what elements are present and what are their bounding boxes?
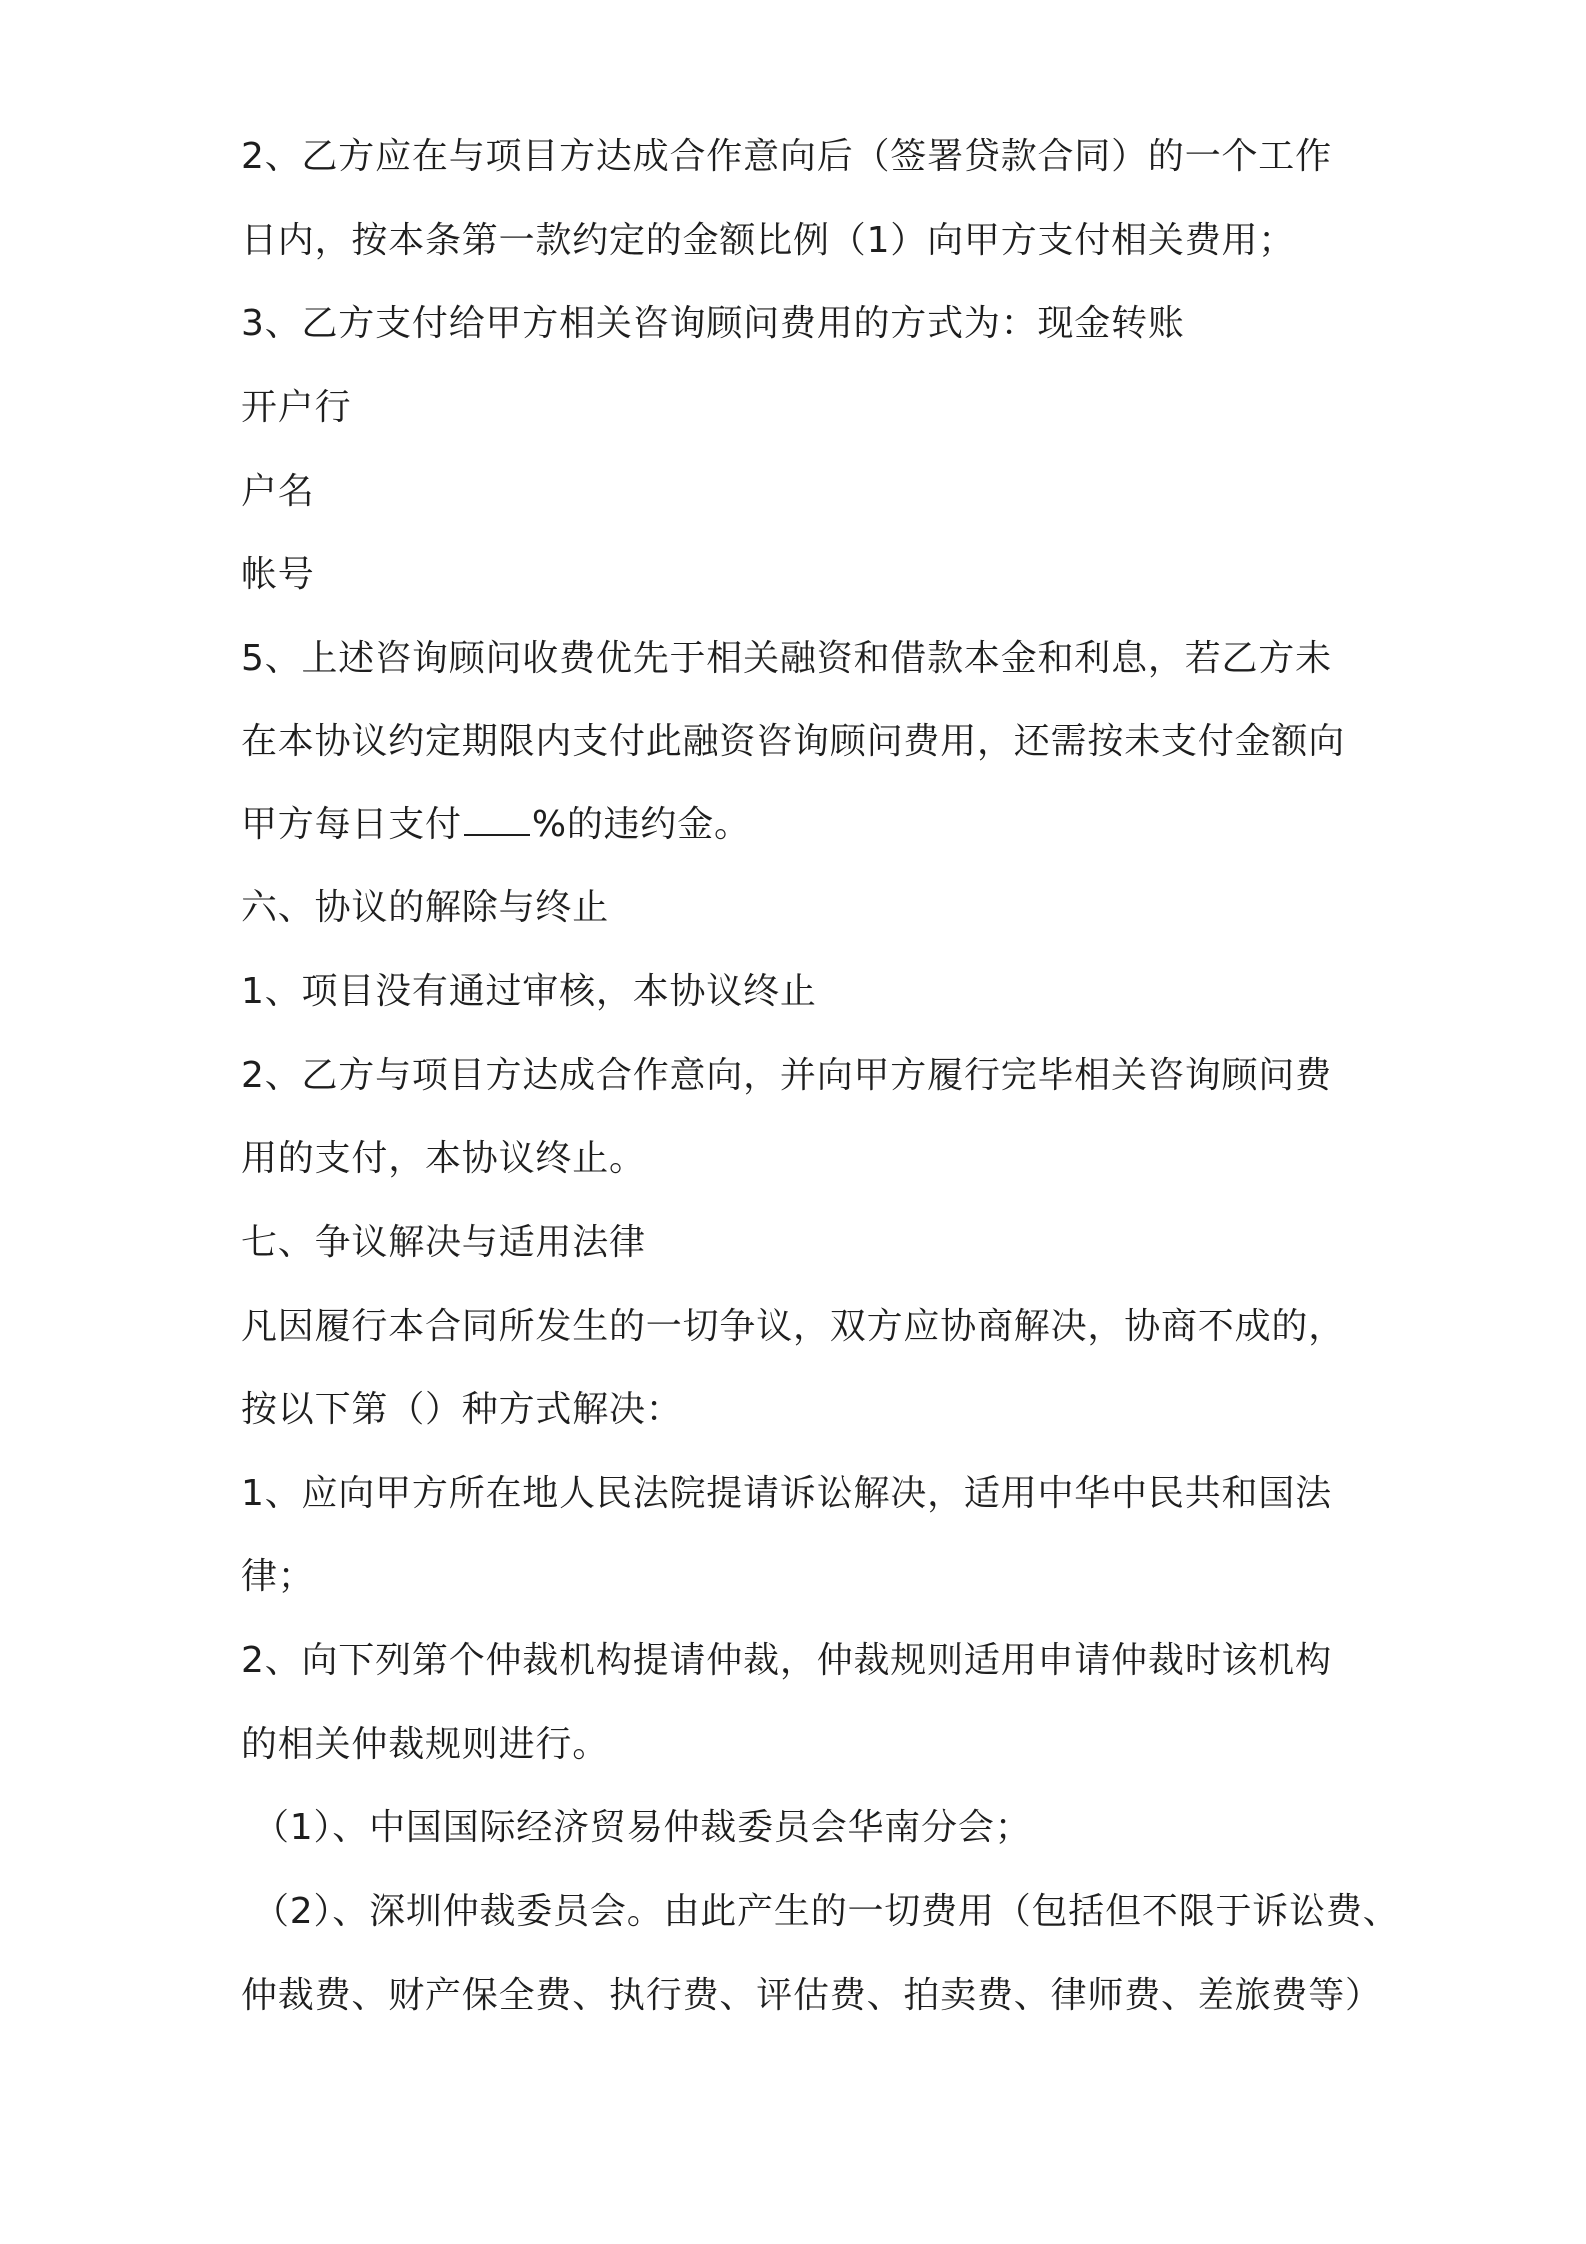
text-line: 2、乙方与项目方达成合作意向，并向甲方履行完毕相关咨询顾问费 (241, 1055, 1332, 1096)
text-line: 按以下第（）种方式解决： (241, 1389, 683, 1430)
text-line: 帐号 (241, 554, 315, 595)
text-line: 3、乙方支付给甲方相关咨询顾问费用的方式为：现金转账 (241, 303, 1185, 344)
text-line: 凡因履行本合同所发生的一切争议，双方应协商解决，协商不成的， (241, 1306, 1346, 1347)
text-line: 2、乙方应在与项目方达成合作意向后（签署贷款合同）的一个工作 (241, 136, 1332, 177)
text-line: （1）、中国国际经济贸易仲裁委员会华南分会； (253, 1807, 1032, 1848)
section-heading: 七、争议解决与适用法律 (241, 1222, 646, 1263)
penalty-line (241, 803, 751, 847)
text-line: 1、项目没有通过审核，本协议终止 (241, 971, 817, 1012)
section-heading: 六、协议的解除与终止 (241, 887, 610, 928)
penalty-text-after: %的违约金。 (531, 804, 751, 845)
text-line: 2、向下列第个仲裁机构提请仲裁，仲裁规则适用申请仲裁时该机构 (241, 1640, 1332, 1681)
text-line: 的相关仲裁规则进行。 (241, 1724, 610, 1765)
text-line: 律； (241, 1556, 315, 1597)
text-line: （2）、深圳仲裁委员会。由此产生的一切费用（包括但不限于诉讼费、 (253, 1891, 1400, 1932)
text-line: 用的支付，本协议终止。 (241, 1138, 646, 1179)
penalty-rate-blank (464, 804, 530, 836)
text-line: 在本协议约定期限内支付此融资咨询顾问费用，还需按未支付金额向 (241, 721, 1346, 762)
text-line: 5、上述咨询顾问收费优先于相关融资和借款本金和利息，若乙方未 (241, 638, 1332, 679)
text-line: 1、应向甲方所在地人民法院提请诉讼解决，适用中华中民共和国法 (241, 1473, 1332, 1514)
text-line: 仲裁费、财产保全费、执行费、评估费、拍卖费、律师费、差旅费等） (241, 1975, 1382, 2016)
text-line: 开户行 (241, 387, 352, 428)
penalty-text-before: 甲方每日支付 (241, 804, 462, 845)
text-line: 日内，按本条第一款约定的金额比例（1）向甲方支付相关费用； (241, 220, 1296, 261)
text-line: 户名 (241, 471, 315, 512)
